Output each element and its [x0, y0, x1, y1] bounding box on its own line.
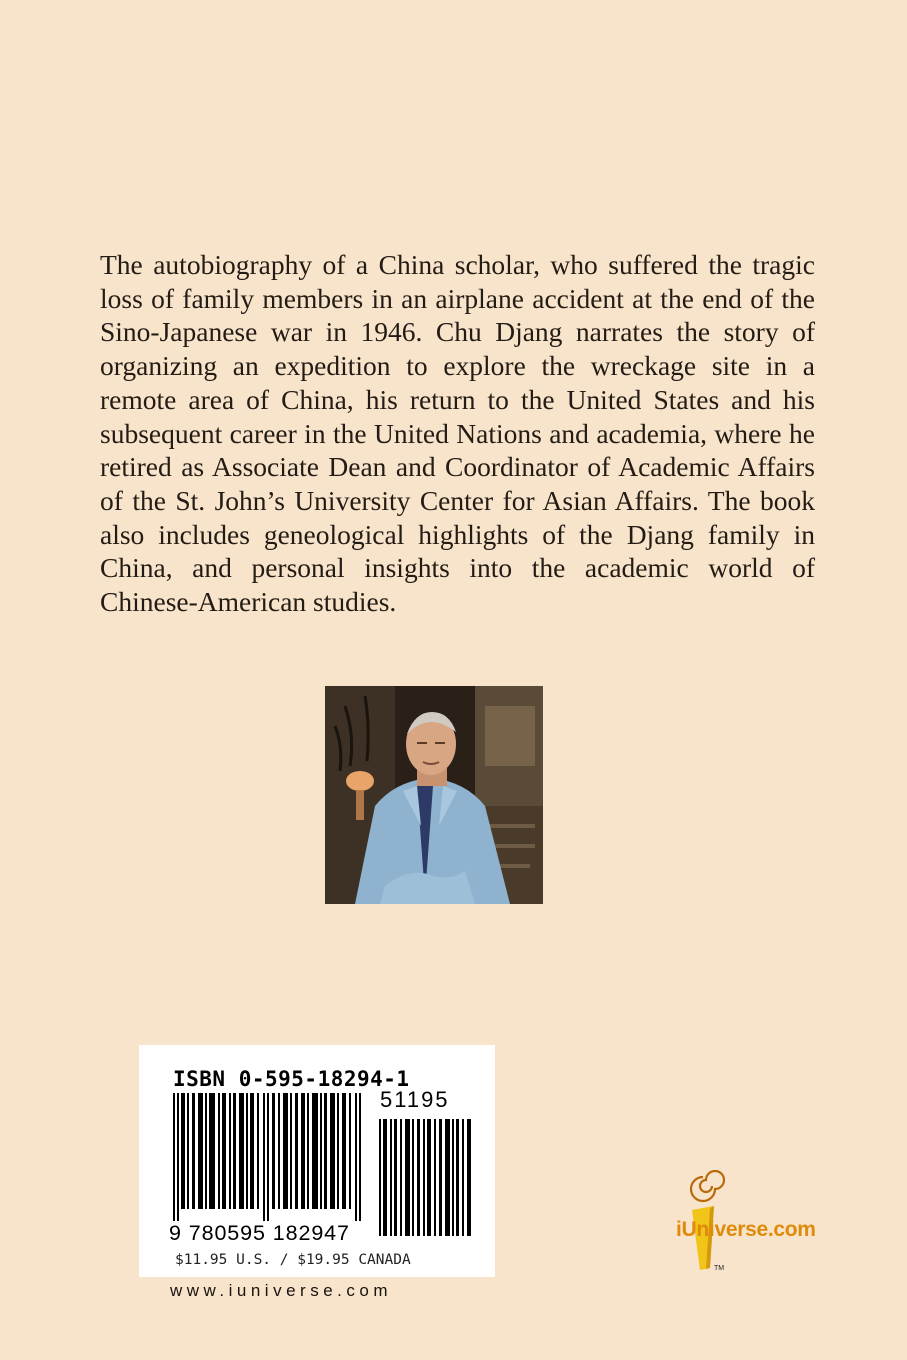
iuniverse-logo: [676, 1170, 816, 1278]
retail-price: $11.95 U.S. / $19.95 CANADA: [175, 1252, 411, 1268]
isbn-barcode-label: [139, 1045, 495, 1277]
addon-barcode-bars: [379, 1119, 474, 1236]
publisher-website: www.iuniverse.com: [170, 1281, 392, 1300]
author-photo: [325, 686, 543, 904]
ean-number: 9 780595 182947: [169, 1221, 350, 1245]
ean-barcode-bars: [173, 1093, 361, 1221]
logo-wordmark: iUniverse.com: [676, 1218, 816, 1241]
back-cover-description: The autobiography of a China scholar, who suffered the tragic loss of family members in an airplane accident at the end of the Sino-Japanese war in 1946. Chu Djang narrates the story of organizing an expedition to explore the wreckage site in a remote area of China, his return to the United States and his subsequent career in the United Nations and academia, where he retired as Associate Dean and Coordinator of Academic Affairs of the St. John’s University Center for Asian Affairs. The book also includes geneological highlights of the Djang family in China, and personal insights into the academic world of Chinese-American studies.: [100, 249, 815, 618]
price-code: 51195: [380, 1087, 450, 1112]
isbn-number: ISBN 0-595-18294-1: [173, 1067, 410, 1091]
trademark-mark: TM: [714, 1265, 725, 1272]
